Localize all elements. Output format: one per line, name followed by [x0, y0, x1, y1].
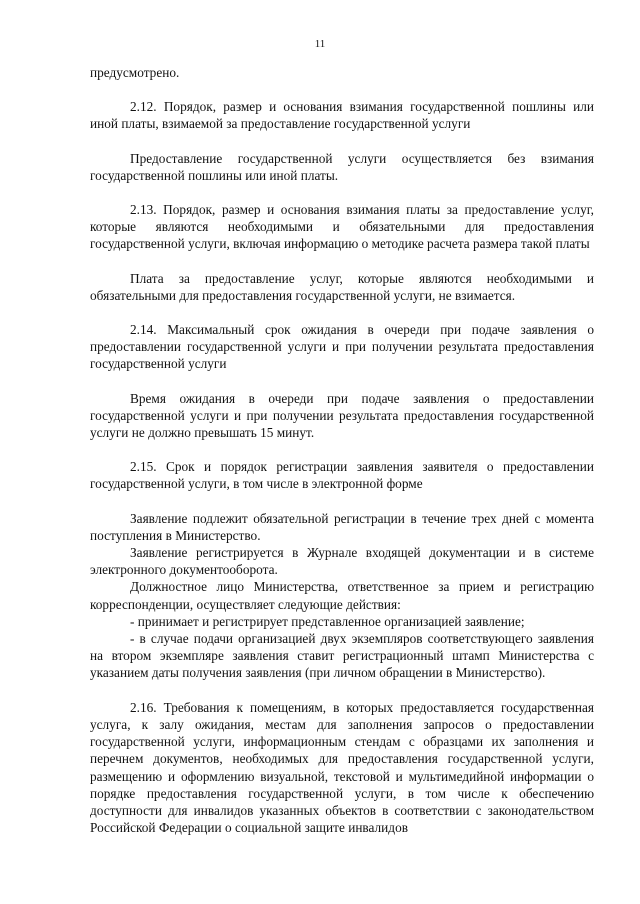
section-2-14-body: Время ожидания в очереди при подаче заявления о предоставлении государственной услуги и при получении результата предоставления государственной услуги не должно превышать 15 минут. [90, 390, 594, 441]
section-2-12-heading: 2.12. Порядок, размер и основания взимания государственной пошлины или иной платы, взимаемой за предоставление государственной услуги [90, 99, 594, 132]
section-2-12-body: Предоставление государственной услуги осуществляется без взимания государственной пошлины или иной платы. [90, 150, 594, 183]
section-2-14-heading: 2.14. Максимальный срок ожидания в очереди при подаче заявления о предоставлении государственной услуги и при получении результата предоставления государственной услуги [90, 322, 594, 372]
section-2-15-bullet-accept: - принимает и регистрирует представленное организацией заявление; [130, 613, 525, 629]
paragraph-continuation: предусмотрено. [90, 65, 180, 80]
section-2-13-body: Плата за предоставление услуг, которые являются необходимыми и обязательными для предоставления государственной услуги, не взимается. [90, 270, 594, 303]
section-2-15-bullet-stamp: - в случае подачи организацией двух экземпляров соответствующего заявления на втором экземпляре заявления ставит регистрационный штамп Министерства с указанием даты получения заявления (при личном обращении в Министерство). [90, 631, 594, 681]
page-number: 11 [314, 38, 326, 50]
document-body [90, 64, 594, 836]
section-2-15-heading: 2.15. Срок и порядок регистрации заявления заявителя о предоставлении государственной услуги, в том числе в электронной форме [90, 459, 594, 492]
section-2-15-body-journal: Заявление регистрируется в Журнале входящей документации и в системе электронного документооборота. [90, 545, 594, 578]
section-2-15-body-official: Должностное лицо Министерства, ответственное за прием и регистрацию корреспонденции, осуществляет следующие действия: [90, 579, 594, 612]
section-2-16-heading: 2.16. Требования к помещениям, в которых предоставляется государственная услуга, к залу ожидания, местам для заполнения запросов о предоставлении государственной услуги, информационным стендам с образцами их заполнения и перечнем документов, необходимых для предоставления государственной услуги, размещению и оформлению визуальной, текстовой и мультимедийной информации о порядке предоставления государственной услуги, в том числе к обеспечению доступности для инвалидов указанных объектов в соответствии с законодательством Российской Федерации о социальной защите инвалидов [90, 699, 594, 836]
section-2-13-heading: 2.13. Порядок, размер и основания взимания платы за предоставление услуг, которые являются необходимыми и обязательными для предоставления государственной услуги, включая информацию о методике расчета размера такой платы [90, 202, 594, 252]
section-2-15-body-registration: Заявление подлежит обязательной регистрации в течение трех дней с момента поступления в Министерство. [90, 510, 594, 543]
